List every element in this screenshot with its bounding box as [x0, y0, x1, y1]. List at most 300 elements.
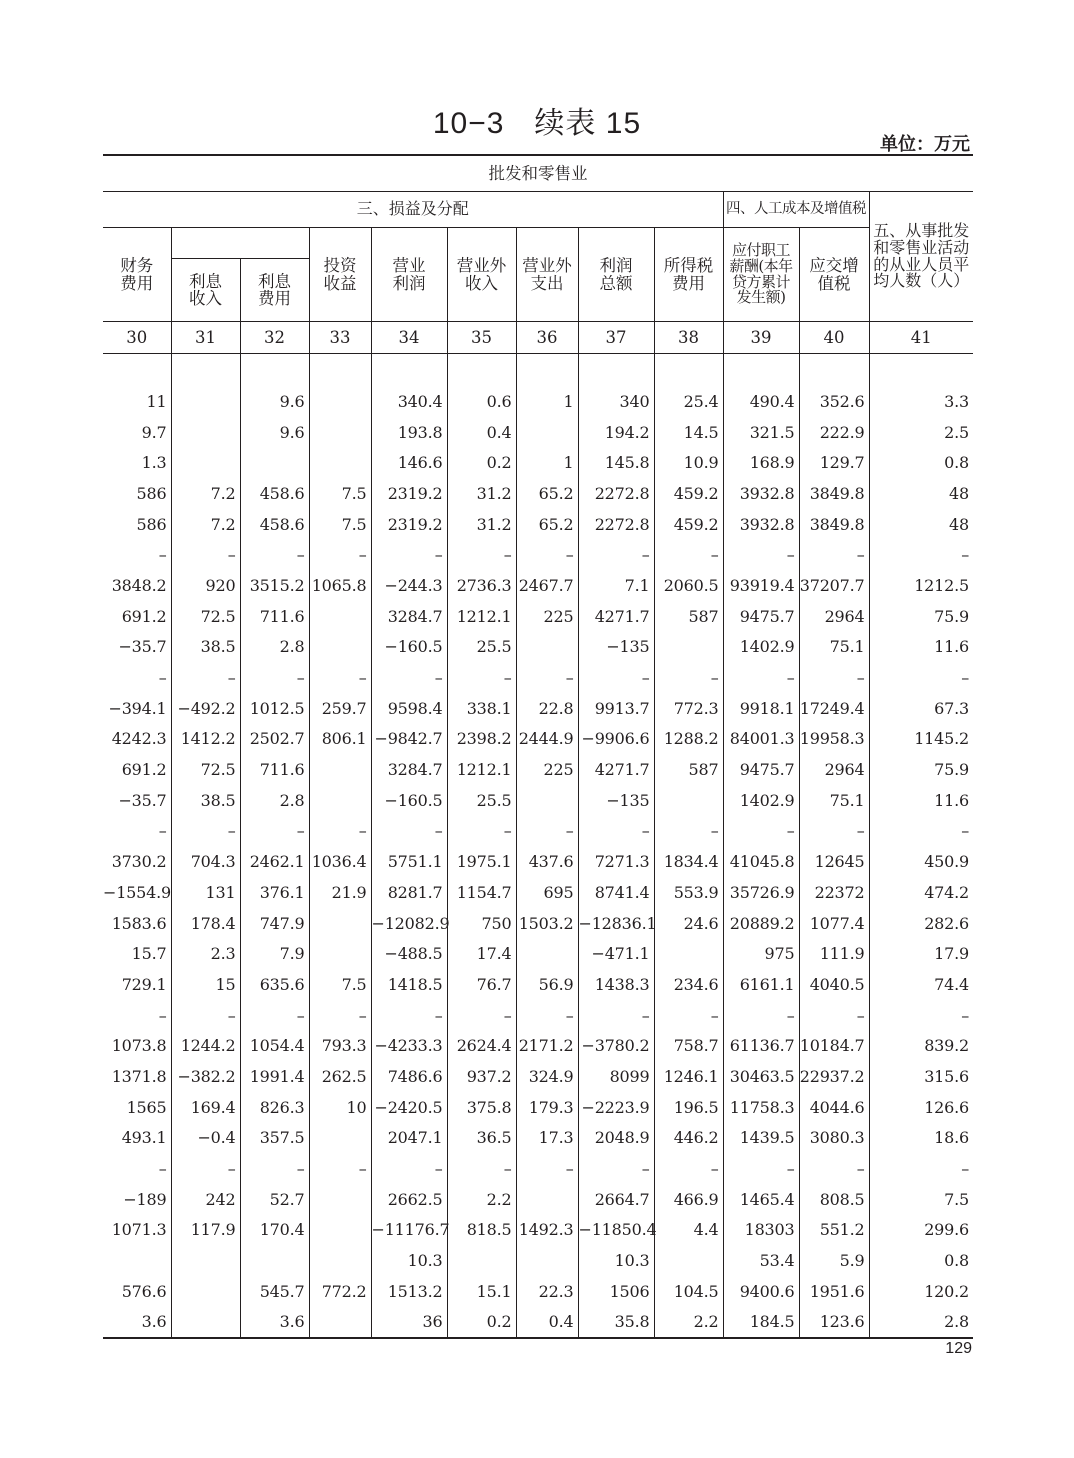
table-cell: – — [654, 539, 723, 570]
table-cell: 222.9 — [799, 417, 869, 448]
table-cell: 2319.2 — [371, 478, 447, 509]
table-cell: 808.5 — [799, 1184, 869, 1215]
table-cell: – — [654, 662, 723, 693]
table-cell: −135 — [578, 785, 654, 816]
table-cell: 839.2 — [869, 1030, 973, 1061]
table-cell: 25.5 — [447, 632, 516, 663]
table-cell: – — [869, 539, 973, 570]
table-cell: – — [723, 1000, 799, 1031]
table-cell — [309, 785, 371, 816]
table-cell: 1583.6 — [111, 913, 167, 933]
table-cell: 2736.3 — [447, 570, 516, 601]
table-cell: 729.1 — [121, 974, 167, 994]
table-cell: – — [309, 1153, 371, 1184]
table-cell: 2048.9 — [578, 1123, 654, 1154]
table-cell: 937.2 — [447, 1061, 516, 1092]
header-col41: 五、从事批发和零售业活动的从业人员平均人数（人） — [869, 192, 973, 322]
table-cell: – — [171, 816, 240, 847]
table-cell: 282.6 — [869, 908, 973, 939]
table-row — [103, 1123, 973, 1154]
table-cell — [309, 601, 371, 632]
table-cell: 1145.2 — [869, 724, 973, 755]
table-cell: – — [240, 1153, 309, 1184]
table-cell: 126.6 — [869, 1092, 973, 1123]
table-cell: – — [654, 816, 723, 847]
table-cell: 772.2 — [309, 1276, 371, 1307]
table-cell: 376.1 — [240, 877, 309, 908]
table-row — [103, 632, 973, 663]
table-cell: 56.9 — [516, 969, 578, 1000]
table-cell: 15.7 — [131, 944, 167, 964]
table-cell: 21.9 — [309, 877, 371, 908]
table-cell — [171, 1276, 240, 1307]
table-cell: 1506 — [578, 1276, 654, 1307]
table-row — [103, 1307, 973, 1339]
table-cell: – — [158, 668, 167, 688]
table-cell: −9906.6 — [578, 724, 654, 755]
table-cell: 758.7 — [654, 1030, 723, 1061]
table-cell: 2502.7 — [240, 724, 309, 755]
table-cell: 375.8 — [447, 1092, 516, 1123]
table-row — [103, 1153, 973, 1184]
table-cell: – — [578, 1153, 654, 1184]
column-number: 34 — [371, 322, 447, 354]
table-cell: 357.5 — [240, 1123, 309, 1154]
page-number: 129 — [945, 1340, 972, 1357]
table-cell: 1951.6 — [799, 1276, 869, 1307]
table-cell: 587 — [654, 754, 723, 785]
table-cell: – — [516, 1153, 578, 1184]
table-cell: 25.5 — [447, 785, 516, 816]
table-cell: – — [447, 662, 516, 693]
table-cell: −394.1 — [108, 698, 167, 718]
table-cell — [171, 1307, 240, 1339]
header-col30-label: 财务费用 — [120, 256, 154, 293]
table-cell: 22372 — [799, 877, 869, 908]
table-cell — [309, 1245, 371, 1276]
table-cell: 3284.7 — [371, 754, 447, 785]
table-row — [103, 1215, 973, 1246]
table-cell: 234.6 — [654, 969, 723, 1000]
table-cell: 2047.1 — [371, 1123, 447, 1154]
table-code: 10−3 — [432, 107, 505, 140]
table-cell: 10184.7 — [799, 1030, 869, 1061]
table-cell: – — [371, 1000, 447, 1031]
table-cell: 586 — [136, 483, 167, 503]
table-cell: 22937.2 — [799, 1061, 869, 1092]
table-cell: – — [869, 1153, 973, 1184]
table-cell — [171, 417, 240, 448]
header-col38 — [654, 228, 723, 322]
table-cell: 704.3 — [171, 846, 240, 877]
table-cell: 7.5 — [309, 478, 371, 509]
table-cell: 1288.2 — [654, 724, 723, 755]
header-col31-label: 利息收入 — [188, 271, 222, 308]
table-cell: 806.1 — [309, 724, 371, 755]
table-row — [103, 601, 973, 632]
table-row — [103, 1000, 973, 1031]
table-cell: 493.1 — [121, 1128, 167, 1148]
table-cell: 2664.7 — [578, 1184, 654, 1215]
table-cell: – — [309, 816, 371, 847]
table-cell: 0.2 — [447, 447, 516, 478]
table-cell: 1212.5 — [869, 570, 973, 601]
header-col40 — [799, 228, 869, 322]
table-cell: 22.3 — [516, 1276, 578, 1307]
table-cell: −382.2 — [171, 1061, 240, 1092]
table-cell: – — [240, 539, 309, 570]
spacer-row — [103, 354, 973, 387]
table-cell — [654, 938, 723, 969]
table-cell: 459.2 — [654, 478, 723, 509]
table-cell: −11176.7 — [371, 1215, 447, 1246]
table-cell: – — [799, 662, 869, 693]
table-cell: 9.6 — [240, 417, 309, 448]
table-cell: 2462.1 — [240, 846, 309, 877]
table-cell: 1 — [516, 386, 578, 417]
table-cell: 19958.3 — [799, 724, 869, 755]
table-cell: 262.5 — [309, 1061, 371, 1092]
header-col30 — [103, 228, 171, 322]
table-row — [103, 846, 973, 877]
table-cell: 178.4 — [171, 908, 240, 939]
table-cell: 31.2 — [447, 509, 516, 540]
table-cell: 1565 — [126, 1097, 167, 1117]
table-cell — [516, 632, 578, 663]
table-cell: – — [869, 816, 973, 847]
table-cell: 1036.4 — [309, 846, 371, 877]
table-cell: – — [723, 1153, 799, 1184]
table-cell: 7486.6 — [371, 1061, 447, 1092]
header-col36-label: 营业外支出 — [522, 256, 572, 293]
table-cell: 129.7 — [799, 447, 869, 478]
table-row — [103, 938, 973, 969]
table-cell — [240, 447, 309, 478]
table-cell: 9.7 — [141, 422, 167, 442]
header-col40-label: 应交增值税 — [809, 256, 859, 293]
table-cell: 22.8 — [516, 693, 578, 724]
table-cell: 586 — [136, 514, 167, 534]
table-cell: −9842.7 — [371, 724, 447, 755]
table-cell: 1439.5 — [723, 1123, 799, 1154]
table-cell: 169.4 — [171, 1092, 240, 1123]
table-cell: 9475.7 — [723, 601, 799, 632]
table-cell — [171, 1245, 240, 1276]
table-cell: – — [578, 539, 654, 570]
table-cell: 38.5 — [171, 785, 240, 816]
header-col32 — [240, 259, 309, 322]
table-cell: −160.5 — [371, 632, 447, 663]
column-number-row — [103, 322, 973, 354]
table-cell: – — [516, 662, 578, 693]
table-cell: 0.4 — [447, 417, 516, 448]
table-cell: 2964 — [799, 754, 869, 785]
table-cell: 691.2 — [121, 760, 167, 780]
table-cell: 3849.8 — [799, 478, 869, 509]
table-cell: −471.1 — [578, 938, 654, 969]
table-cell: – — [723, 816, 799, 847]
table-cell: 24.6 — [654, 908, 723, 939]
table-cell: 3515.2 — [240, 570, 309, 601]
table-cell: 75.1 — [799, 785, 869, 816]
table-cell: 3849.8 — [799, 509, 869, 540]
table-cell: 17.3 — [516, 1123, 578, 1154]
table-cell: 0.6 — [447, 386, 516, 417]
header-col35-label: 营业外收入 — [456, 256, 507, 293]
table-cell: −12082.9 — [371, 908, 447, 939]
table-cell: 31.2 — [447, 478, 516, 509]
table-cell: 53.4 — [723, 1245, 799, 1276]
table-cell: 695 — [516, 877, 578, 908]
table-cell: 2624.4 — [447, 1030, 516, 1061]
table-cell: −244.3 — [371, 570, 447, 601]
table-cell: −160.5 — [371, 785, 447, 816]
table-cell: 38.5 — [171, 632, 240, 663]
profit-group-header: 三、损益及分配 — [103, 192, 723, 228]
table-cell: 8281.7 — [371, 877, 447, 908]
table-cell: – — [309, 662, 371, 693]
table-cell — [309, 938, 371, 969]
table-cell: – — [447, 816, 516, 847]
table-cell: −1554.9 — [103, 882, 171, 902]
table-cell: 0.8 — [869, 447, 973, 478]
labor-group-header: 四、人工成本及增值税 — [723, 192, 869, 228]
table-cell: 74.4 — [869, 969, 973, 1000]
table-cell: 2.8 — [869, 1307, 973, 1339]
table-row — [103, 724, 973, 755]
table-cell: – — [869, 1000, 973, 1031]
table-cell: 3848.2 — [111, 575, 167, 595]
table-cell: −0.4 — [171, 1123, 240, 1154]
table-cell: 84001.3 — [723, 724, 799, 755]
table-cell: 75.1 — [799, 632, 869, 663]
table-cell: 35.8 — [578, 1307, 654, 1339]
table-cell: 11.6 — [869, 632, 973, 663]
table-cell: 8099 — [578, 1061, 654, 1092]
table-cell: 2272.8 — [578, 478, 654, 509]
table-cell: 1975.1 — [447, 846, 516, 877]
table-cell: – — [578, 662, 654, 693]
table-cell: 750 — [447, 908, 516, 939]
table-cell: 93919.4 — [723, 570, 799, 601]
table-cell: 9475.7 — [723, 754, 799, 785]
table-cell — [103, 1245, 171, 1276]
column-number: 31 — [171, 322, 240, 354]
table-row — [103, 754, 973, 785]
table-cell: – — [309, 1000, 371, 1031]
table-cell: 4040.5 — [799, 969, 869, 1000]
table-cell: 6161.1 — [723, 969, 799, 1000]
table-cell: 321.5 — [723, 417, 799, 448]
table-cell: 3.6 — [103, 1307, 171, 1339]
table-cell: 5751.1 — [371, 846, 447, 877]
table-cell: 2.5 — [869, 417, 973, 448]
table-row — [103, 447, 973, 478]
table-cell — [516, 938, 578, 969]
interest-subheader — [171, 228, 309, 259]
table-cell: 131 — [171, 877, 240, 908]
table-row — [103, 1276, 973, 1307]
table-cell: 48 — [869, 509, 973, 540]
table-cell: 4.4 — [654, 1215, 723, 1246]
table-cell: 459.2 — [654, 509, 723, 540]
table-row — [103, 969, 973, 1000]
table-cell: 179.3 — [516, 1092, 578, 1123]
table-cell: – — [158, 1005, 167, 1025]
table-cell: 450.9 — [869, 846, 973, 877]
table-cell: 37207.7 — [799, 570, 869, 601]
table-cell — [516, 1184, 578, 1215]
table-cell: 7.9 — [240, 938, 309, 969]
header-col37 — [578, 228, 654, 322]
table-cell: 196.5 — [654, 1092, 723, 1123]
table-cell: 2964 — [799, 601, 869, 632]
table-cell: – — [799, 1153, 869, 1184]
table-cell: 1371.8 — [111, 1066, 167, 1086]
table-cell — [447, 1245, 516, 1276]
table-cell: 17.9 — [869, 938, 973, 969]
table-cell: 7.5 — [309, 969, 371, 1000]
table-cell: 1012.5 — [240, 693, 309, 724]
column-number: 33 — [309, 322, 371, 354]
table-cell: 920 — [171, 570, 240, 601]
table-cell: 551.2 — [799, 1215, 869, 1246]
header-col34-label: 营业利润 — [392, 256, 426, 293]
table-cell: 490.4 — [723, 386, 799, 417]
table-row — [103, 1092, 973, 1123]
table-cell: 36 — [371, 1307, 447, 1339]
table-cell: 76.7 — [447, 969, 516, 1000]
table-cell — [516, 1245, 578, 1276]
table-cell: 1465.4 — [723, 1184, 799, 1215]
table-cell: 10.3 — [578, 1245, 654, 1276]
table-row — [103, 693, 973, 724]
table-cell: – — [240, 816, 309, 847]
table-cell: 3.6 — [240, 1307, 309, 1339]
table-cell: – — [516, 816, 578, 847]
table-cell: 184.5 — [723, 1307, 799, 1339]
table-cell: 111.9 — [799, 938, 869, 969]
unit-label: 单位：万元 — [880, 134, 970, 154]
table-cell: 9913.7 — [578, 693, 654, 724]
table-cell: 10.9 — [654, 447, 723, 478]
table-cell: 18.6 — [869, 1123, 973, 1154]
table-cell: 65.2 — [516, 478, 578, 509]
table-cell: 458.6 — [240, 509, 309, 540]
table-cell: – — [654, 1153, 723, 1184]
table-cell: – — [240, 662, 309, 693]
table-cell: – — [516, 539, 578, 570]
table-cell: 11758.3 — [723, 1092, 799, 1123]
table-cell: – — [447, 1153, 516, 1184]
table-cell — [309, 754, 371, 785]
table-cell: 338.1 — [447, 693, 516, 724]
column-number: 41 — [869, 322, 973, 354]
table-cell: 793.3 — [309, 1030, 371, 1061]
table-cell — [309, 1123, 371, 1154]
table-cell: – — [309, 539, 371, 570]
table-cell: 1246.1 — [654, 1061, 723, 1092]
table-cell: 225 — [516, 601, 578, 632]
table-cell: 225 — [516, 754, 578, 785]
table-cell: 18303 — [723, 1215, 799, 1246]
table-cell: – — [869, 662, 973, 693]
table-cell: 120.2 — [869, 1276, 973, 1307]
header-col37-label: 利润总额 — [599, 256, 633, 293]
table-cell: 1513.2 — [371, 1276, 447, 1307]
table-row — [103, 1245, 973, 1276]
table-cell: 72.5 — [171, 601, 240, 632]
column-number: 35 — [447, 322, 516, 354]
column-number: 40 — [799, 322, 869, 354]
table-cell: 1991.4 — [240, 1061, 309, 1092]
table-cell — [309, 1307, 371, 1339]
table-cell: 1212.1 — [447, 754, 516, 785]
table-cell: 3080.3 — [799, 1123, 869, 1154]
table-cell: – — [723, 539, 799, 570]
table-cell: – — [240, 1000, 309, 1031]
table-cell: 52.7 — [240, 1184, 309, 1215]
table-cell: – — [158, 1159, 167, 1179]
header-col33-label: 投资收益 — [323, 256, 357, 293]
table-cell: 4271.7 — [578, 601, 654, 632]
table-row — [103, 785, 973, 816]
table-cell: 2444.9 — [516, 724, 578, 755]
table-cell: – — [799, 816, 869, 847]
table-body — [103, 354, 973, 1339]
table-cell: – — [654, 1000, 723, 1031]
table-cell: 2060.5 — [654, 570, 723, 601]
table-row — [103, 662, 973, 693]
table-cell: 1054.4 — [240, 1030, 309, 1061]
table-row — [103, 1030, 973, 1061]
table-cell: 1065.8 — [309, 570, 371, 601]
table-cell: 146.6 — [371, 447, 447, 478]
table-cell: 2171.2 — [516, 1030, 578, 1061]
industry-header: 批发和零售业 — [103, 155, 973, 192]
table-cell: 9.6 — [240, 386, 309, 417]
table-cell: 65.2 — [516, 509, 578, 540]
table-cell: 711.6 — [240, 754, 309, 785]
table-cell: 11.6 — [869, 785, 973, 816]
table-cell — [309, 908, 371, 939]
table-cell: 587 — [654, 601, 723, 632]
table-name: 续表 15 — [534, 107, 642, 140]
table-cell: 747.9 — [240, 908, 309, 939]
table-cell: 5.9 — [799, 1245, 869, 1276]
table-cell: 7.2 — [171, 478, 240, 509]
table-cell: 0.8 — [869, 1245, 973, 1276]
table-cell — [516, 417, 578, 448]
table-cell: 20889.2 — [723, 908, 799, 939]
table-row — [103, 478, 973, 509]
table-cell: 35726.9 — [723, 877, 799, 908]
table-cell: 7.5 — [869, 1184, 973, 1215]
table-cell: 2272.8 — [578, 509, 654, 540]
table-cell — [309, 1215, 371, 1246]
table-cell: 1402.9 — [723, 632, 799, 663]
table-cell: 1077.4 — [799, 908, 869, 939]
table-cell: – — [158, 545, 167, 565]
table-cell: 466.9 — [654, 1184, 723, 1215]
table-row — [103, 539, 973, 570]
table-cell: 7.2 — [171, 509, 240, 540]
table-cell: 2467.7 — [516, 570, 578, 601]
table-cell: – — [799, 1000, 869, 1031]
table-cell — [171, 447, 240, 478]
table-cell: 36.5 — [447, 1123, 516, 1154]
column-number: 30 — [103, 322, 171, 354]
